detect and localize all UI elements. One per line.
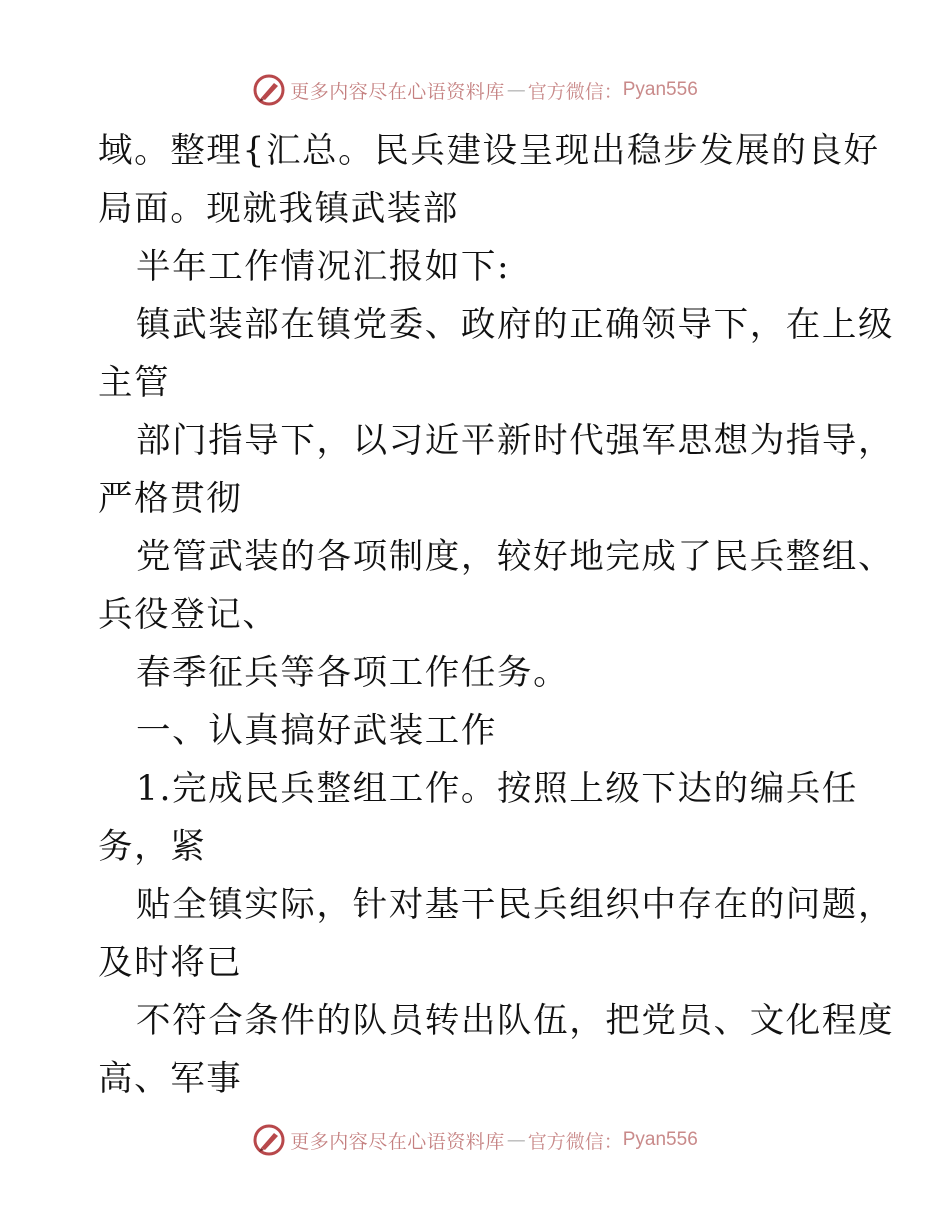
watermark-dash: — bbox=[506, 79, 526, 101]
text-line: 主管 bbox=[98, 363, 171, 403]
text-line: 域。整理{汇总。民兵建设呈现出稳步发展的良好 bbox=[98, 131, 880, 171]
watermark-text: 更多内容尽在心语资料库 bbox=[290, 1130, 505, 1153]
text-line: 半年工作情况汇报如下: bbox=[136, 247, 511, 287]
text-line: 务，紧 bbox=[98, 827, 207, 867]
text-line: 贴全镇实际，针对基干民兵组织中存在的问题， bbox=[136, 885, 895, 925]
text-line: 1.完成民兵整组工作。按照上级下达的编兵任 bbox=[136, 769, 859, 809]
pen-logo-icon bbox=[252, 1123, 286, 1157]
text-line: 不符合条件的队员转出队伍，把党员、文化程度 bbox=[136, 1001, 895, 1041]
text-line: 高、军事 bbox=[98, 1059, 243, 1099]
text-line: 一、认真搞好武装工作 bbox=[136, 711, 497, 751]
watermark-wechat-id: Pyan556 bbox=[622, 79, 698, 100]
text-line: 兵役登记、 bbox=[98, 595, 279, 635]
text-line: 部门指导下，以习近平新时代强军思想为指导， bbox=[136, 421, 895, 461]
text-line: 镇武装部在镇党委、政府的正确领导下，在上级 bbox=[136, 305, 895, 345]
watermark-dash: — bbox=[506, 1129, 526, 1151]
header-watermark bbox=[0, 70, 950, 110]
text-line: 春季征兵等各项工作任务。 bbox=[136, 653, 570, 693]
watermark-wechat-label: 官方微信： bbox=[527, 80, 623, 103]
text-line: 严格贯彻 bbox=[98, 479, 243, 519]
watermark-wechat-label: 官方微信： bbox=[527, 1130, 623, 1153]
pen-logo-icon bbox=[252, 73, 286, 107]
footer-watermark bbox=[0, 1120, 950, 1160]
text-line: 局面。现就我镇武装部 bbox=[98, 189, 459, 229]
document-body bbox=[98, 122, 895, 1108]
text-line: 及时将已 bbox=[98, 943, 243, 983]
watermark-text: 更多内容尽在心语资料库 bbox=[290, 80, 505, 103]
watermark-wechat-id: Pyan556 bbox=[622, 1129, 698, 1150]
text-line: 党管武装的各项制度，较好地完成了民兵整组、 bbox=[136, 537, 895, 577]
